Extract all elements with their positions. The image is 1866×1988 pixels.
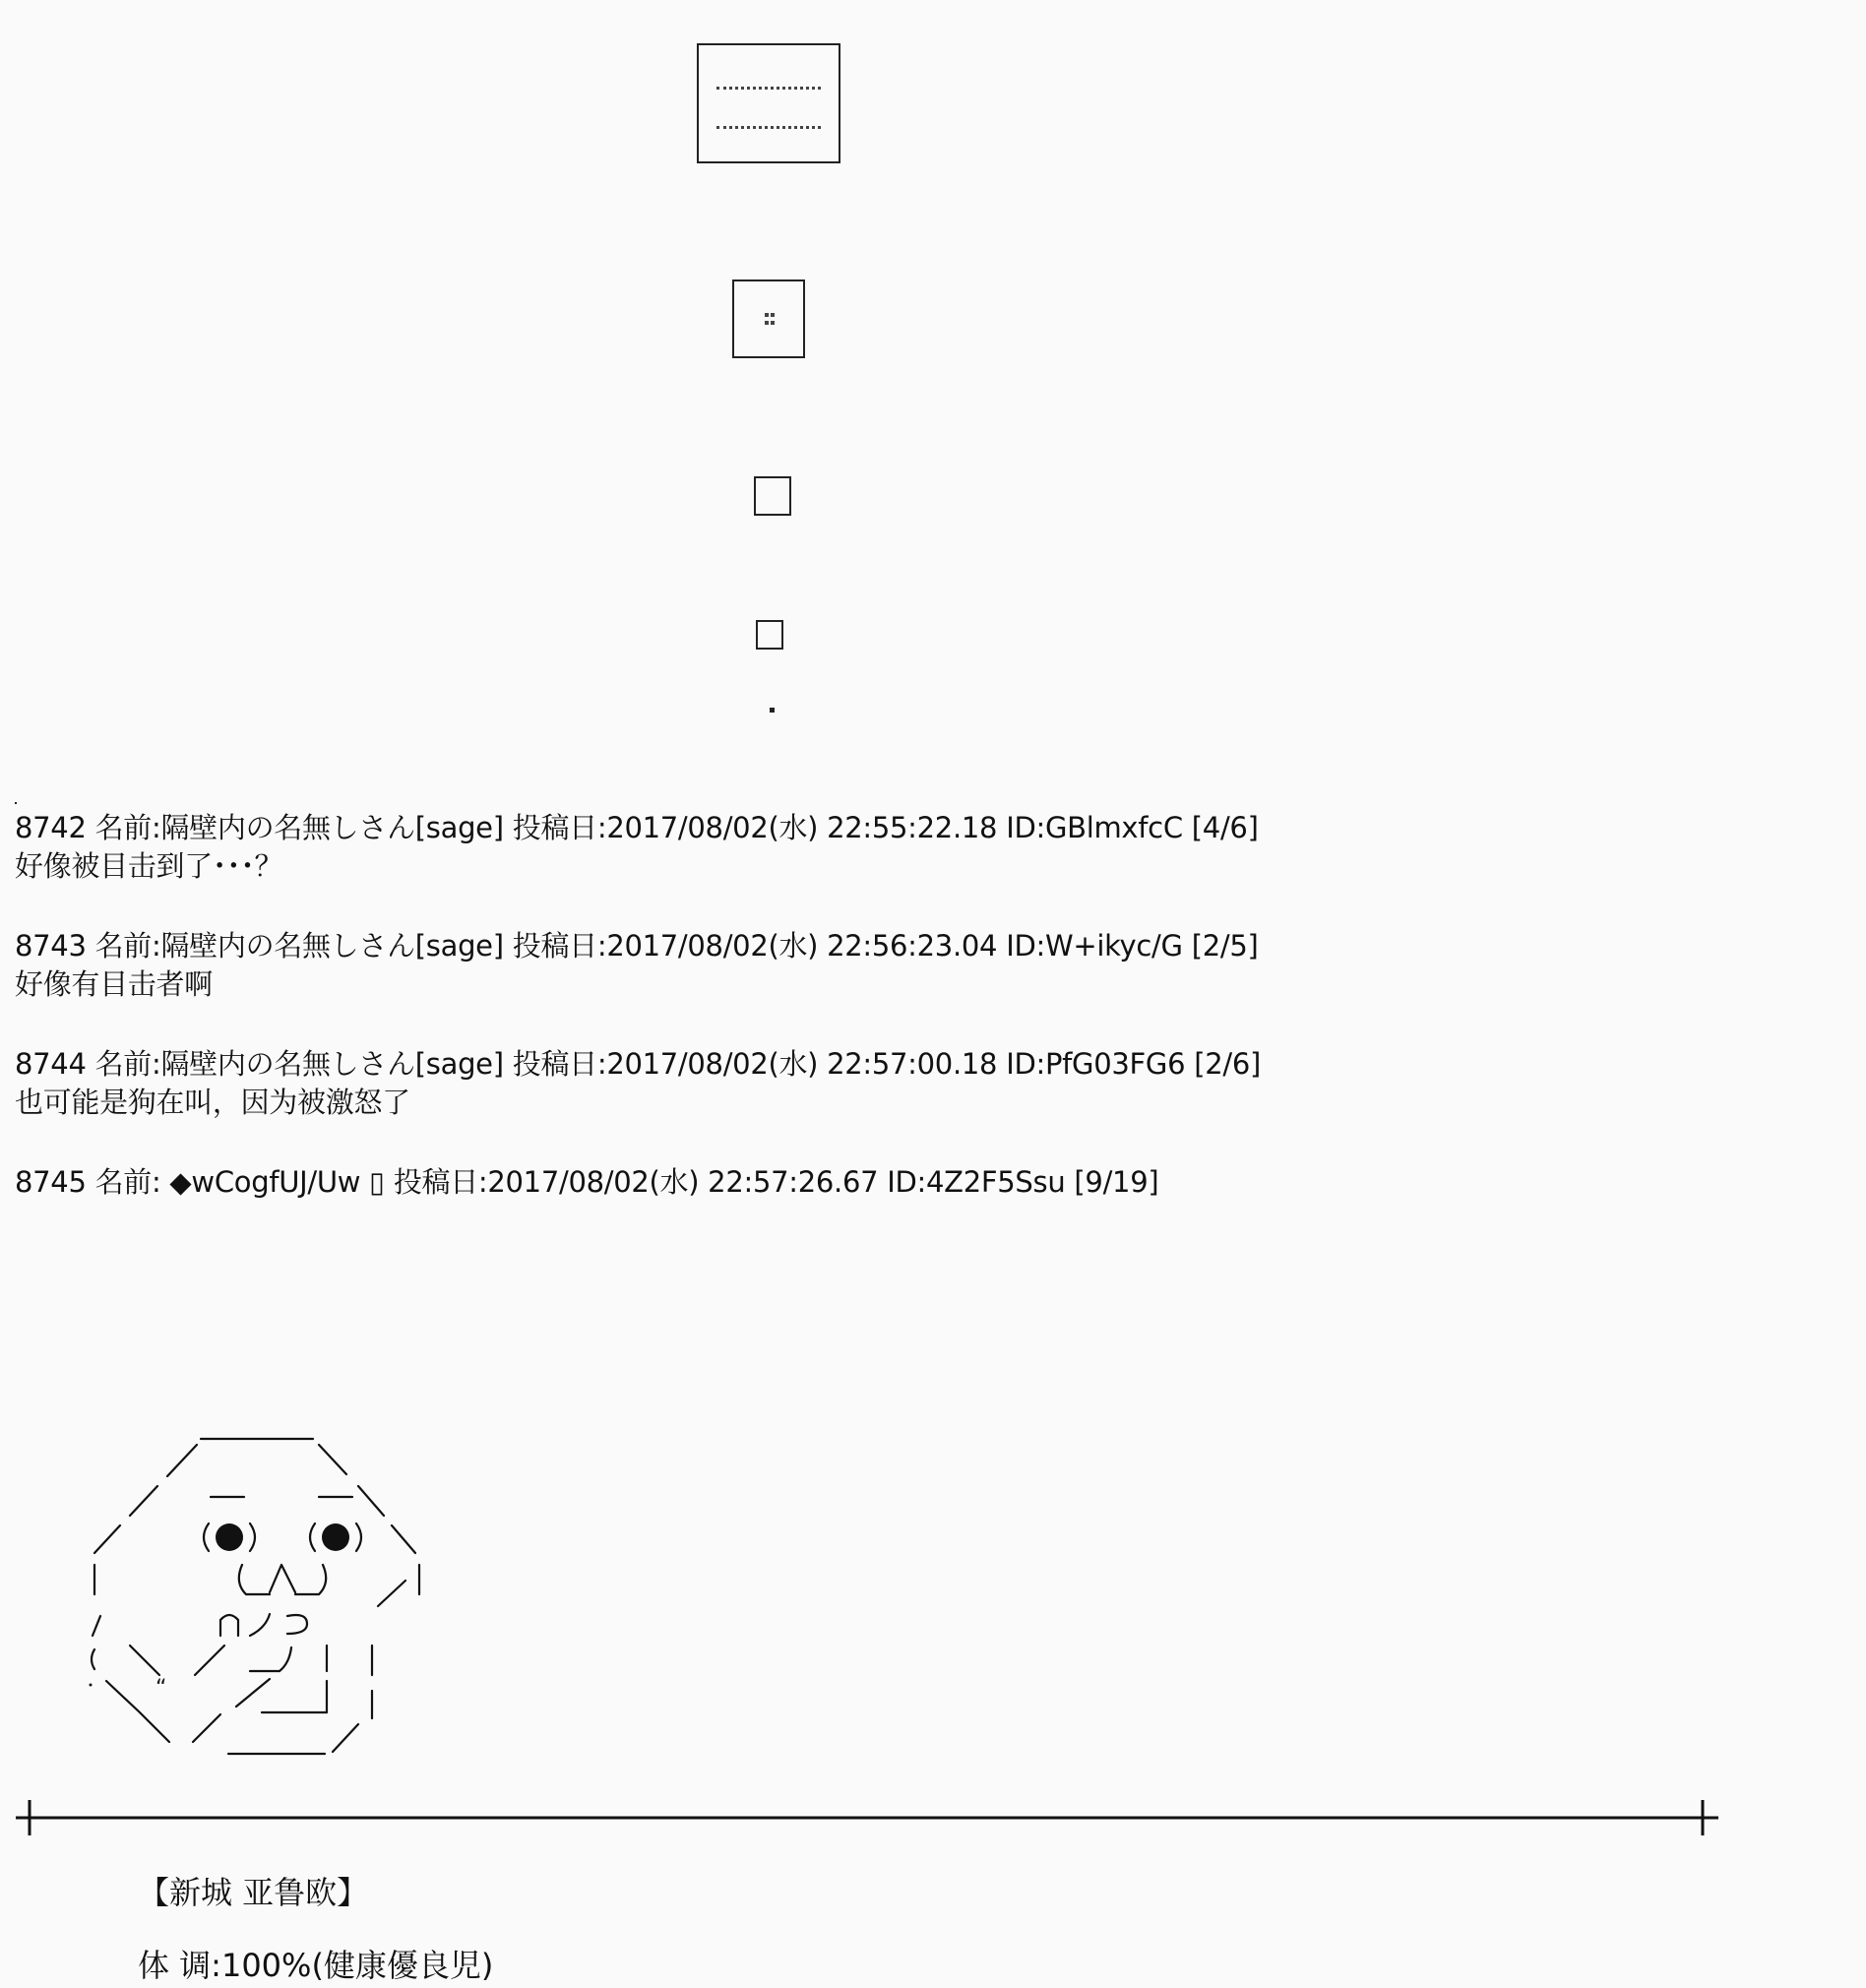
- post-author: 名前: ◆wCogfUJ/Uw ▯: [94, 1165, 385, 1199]
- post-header: [15, 927, 1835, 965]
- post-8745: [15, 1163, 1835, 1202]
- colon-mark: [765, 313, 769, 317]
- hand-tsu-shape: [287, 1615, 307, 1634]
- face-left-paren: [92, 1649, 94, 1669]
- separator-line: [16, 1798, 1718, 1837]
- post-body: 好像被目击到了･･･？: [15, 849, 283, 883]
- post-header: [15, 1045, 1835, 1084]
- post-count: [9/19]: [1074, 1165, 1159, 1199]
- ascii-face-art: [87, 1427, 431, 1762]
- post-number: 8744: [15, 1047, 87, 1081]
- stray-dot: [15, 802, 17, 804]
- face-bottom-right-slope: [333, 1724, 358, 1752]
- hand-n-shape: [220, 1615, 238, 1636]
- post-date: 投稿日:2017/08/02(水) 22:56:23.04: [512, 929, 998, 963]
- face-bottom-mid-slash: [193, 1714, 220, 1742]
- character-status: [138, 1870, 493, 1988]
- left-eye: [216, 1523, 243, 1551]
- face-left-lower-slash: [93, 1616, 100, 1636]
- left-eye-paren-close: [250, 1523, 255, 1551]
- hand-no-stroke: [250, 1614, 270, 1636]
- post-author: 名前:隔壁内の名無しさん[sage]: [94, 811, 504, 844]
- right-eye-paren-close: [356, 1523, 361, 1551]
- small-frame-box: [754, 476, 791, 516]
- post-author: 名前:隔壁内の名無しさん[sage]: [94, 1047, 504, 1081]
- dotted-line: [716, 87, 821, 90]
- post-number: 8742: [15, 811, 87, 844]
- face-dot: [90, 1684, 93, 1687]
- face-right-lower-slash: [378, 1581, 405, 1606]
- face-mouth: [239, 1565, 326, 1594]
- post-count: [2/5]: [1191, 929, 1259, 963]
- medium-frame-box: [732, 280, 805, 358]
- post-8742: [15, 809, 1835, 886]
- post-number: 8745: [15, 1165, 87, 1199]
- post-number: 8743: [15, 929, 87, 963]
- post-count: [2/6]: [1194, 1047, 1262, 1081]
- post-count: [4/6]: [1191, 811, 1259, 844]
- status-partial-line: 体 调:100%(健康優良児): [138, 1947, 494, 1984]
- hand-lower-curve: [250, 1647, 291, 1671]
- post-author: 名前:隔壁内の名無しさん[sage]: [94, 929, 504, 963]
- post-8743: [15, 927, 1835, 1004]
- arm-slash: [195, 1646, 224, 1675]
- arm-backslash: [130, 1646, 159, 1675]
- right-eye-paren-open: [310, 1523, 315, 1551]
- large-frame-box: [697, 43, 840, 163]
- post-8744: [15, 1045, 1835, 1122]
- post-header: [15, 809, 1835, 847]
- dotted-line: [716, 126, 821, 129]
- post-body: 也可能是狗在叫，因为被激怒了: [15, 1086, 410, 1119]
- post-id: ID:W+ikyc/G: [1006, 929, 1183, 963]
- post-date: 投稿日:2017/08/02(水) 22:57:00.18: [512, 1047, 998, 1081]
- tiny-frame-box: [756, 620, 783, 650]
- post-date: 投稿日:2017/08/02(水) 22:55:22.18: [512, 811, 998, 844]
- left-eye-paren-open: [204, 1523, 209, 1551]
- post-list: [15, 809, 1835, 1243]
- face-left-upper-slope: [94, 1445, 197, 1553]
- post-id: ID:4Z2F5Ssu: [887, 1165, 1066, 1199]
- right-eye: [322, 1523, 349, 1551]
- palm-lines: [236, 1679, 327, 1712]
- status-title: 【新城 亚鲁欧】: [138, 1874, 369, 1911]
- quote-mark: “: [156, 1676, 167, 1701]
- final-dot: [770, 708, 775, 713]
- post-id: ID:GBlmxfcC: [1006, 811, 1183, 844]
- post-id: ID:PfG03FG6: [1006, 1047, 1186, 1081]
- post-date: 投稿日:2017/08/02(水) 22:57:26.67: [393, 1165, 879, 1199]
- post-body: 好像有目击者啊: [15, 967, 213, 1001]
- post-header: [15, 1163, 1835, 1202]
